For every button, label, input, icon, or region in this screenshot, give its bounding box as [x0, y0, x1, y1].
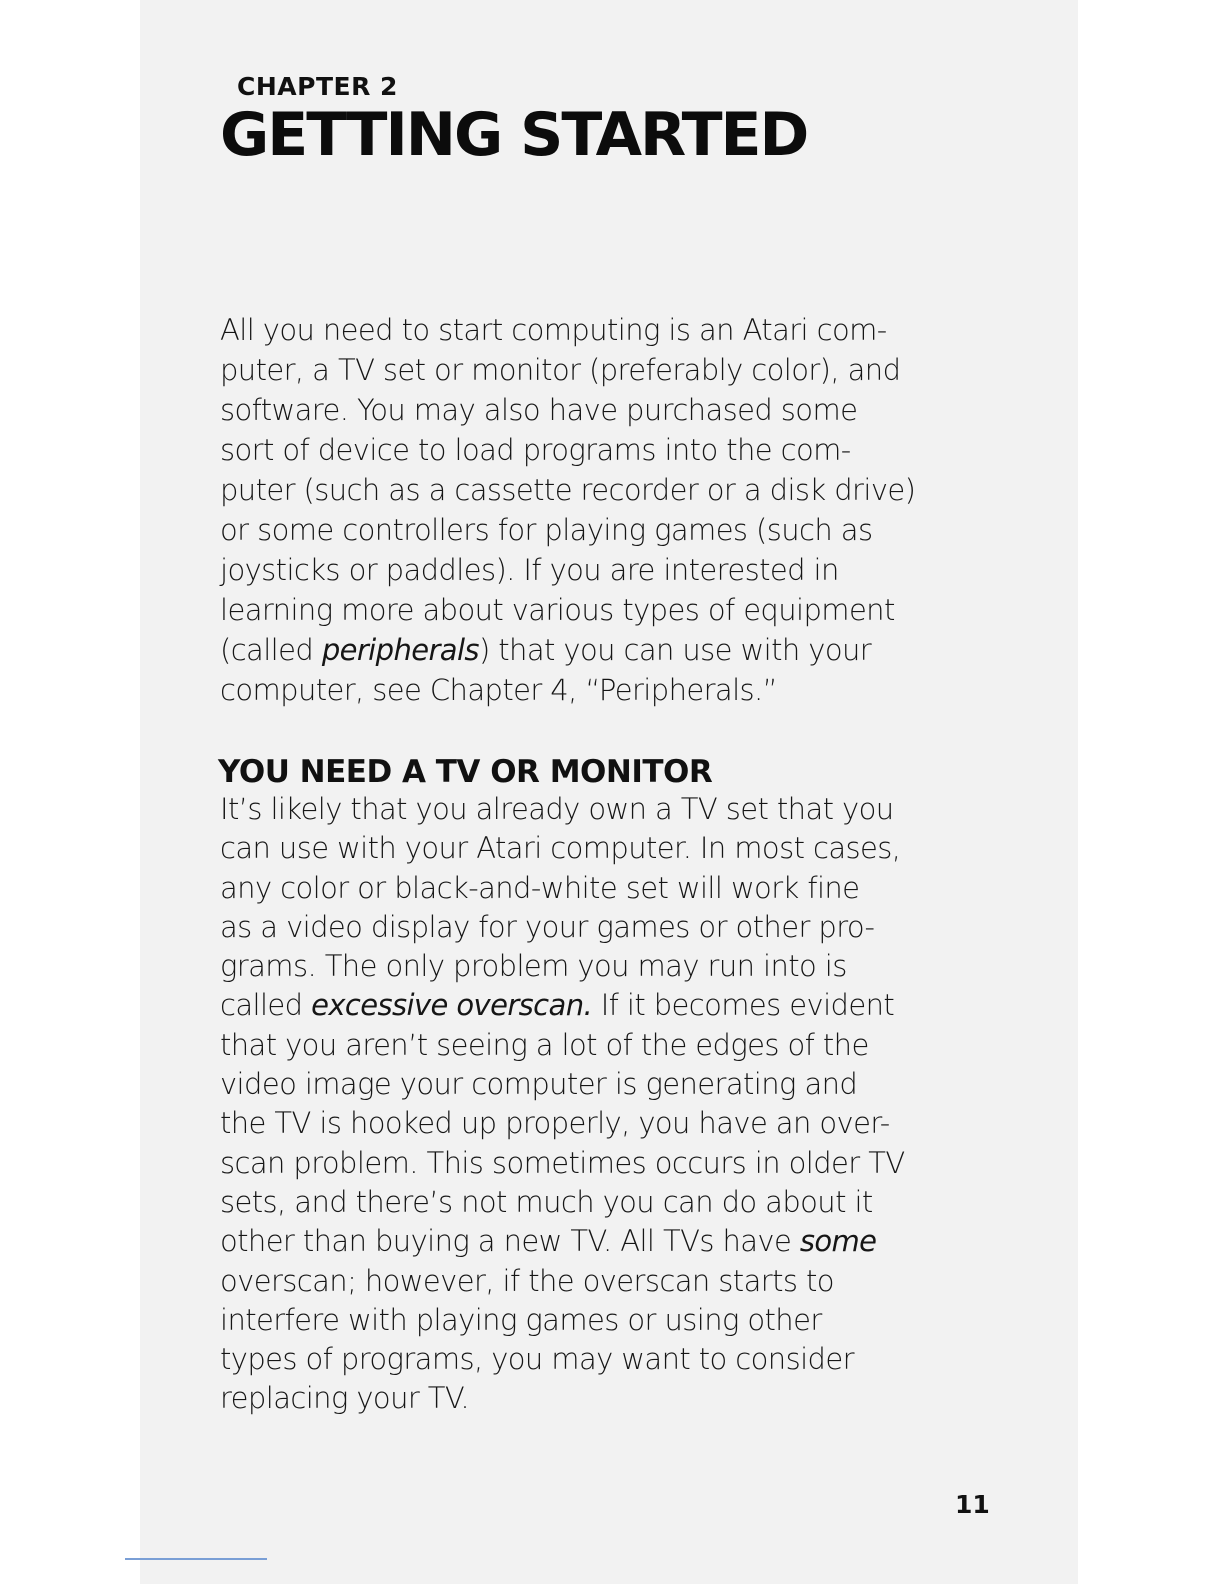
- bottom-rule: [125, 1558, 267, 1560]
- text-line: or some controllers for playing games (such as: [220, 513, 873, 547]
- text-line: types of programs, you may want to consider: [220, 1342, 854, 1377]
- text-line: grams. The only problem you may run into is: [220, 949, 847, 984]
- text-line: overscan; however, if the overscan starts to: [220, 1263, 834, 1298]
- chapter-label: CHAPTER 2: [237, 72, 398, 101]
- text-line: as a video display for your games or other pro-: [220, 909, 875, 944]
- text-line: All you need to start computing is an Atari com-: [220, 313, 887, 347]
- text-line: puter (such as a cassette recorder or a disk drive): [220, 473, 916, 507]
- text-line: any color or black-and-white set will work fine: [220, 870, 860, 905]
- text-line: can use with your Atari computer. In most cases,: [220, 831, 901, 866]
- text-line: [220, 630, 980, 670]
- italic-term: excessive overscan.: [311, 988, 593, 1023]
- text-segment: ) that you can use with your: [478, 633, 872, 667]
- text-line: sort of device to load programs into the com-: [220, 433, 851, 467]
- text-line: the TV is hooked up properly, you have an over-: [220, 1106, 890, 1141]
- text-line: scan problem. This sometimes occurs in older TV: [220, 1145, 905, 1180]
- text-line: sets, and there’s not much you can do about it: [220, 1184, 873, 1219]
- section-heading: YOU NEED A TV OR MONITOR: [218, 754, 713, 790]
- text-line: computer, see Chapter 4, “Peripherals.”: [220, 673, 778, 707]
- text-line: replacing your TV.: [220, 1381, 470, 1416]
- text-line: [220, 986, 980, 1025]
- text-line: joysticks or paddles). If you are interested in: [220, 553, 839, 587]
- text-segment: (called: [220, 633, 322, 667]
- italic-term: some: [799, 1224, 877, 1259]
- text-line: learning more about various types of equipment: [220, 593, 895, 627]
- text-segment: If it becomes evident: [592, 988, 895, 1023]
- text-line: that you aren’t seeing a lot of the edges of the: [220, 1027, 869, 1062]
- text-line: software. You may also have purchased some: [220, 393, 858, 427]
- page-number: 11: [955, 1490, 990, 1519]
- text-segment: called: [220, 988, 312, 1023]
- section-paragraph: [220, 790, 980, 1419]
- intro-paragraph: [220, 310, 980, 710]
- text-line: interfere with playing games or using other: [220, 1302, 822, 1337]
- text-line: It’s likely that you already own a TV set that you: [220, 792, 894, 826]
- text-line: [220, 1222, 980, 1261]
- italic-term: peripherals: [321, 633, 479, 667]
- text-line: puter, a TV set or monitor (preferably color), and: [220, 353, 901, 387]
- text-segment: other than buying a new TV. All TVs have: [220, 1224, 800, 1259]
- chapter-title: GETTING STARTED: [220, 100, 808, 170]
- text-line: video image your computer is generating and: [220, 1067, 858, 1102]
